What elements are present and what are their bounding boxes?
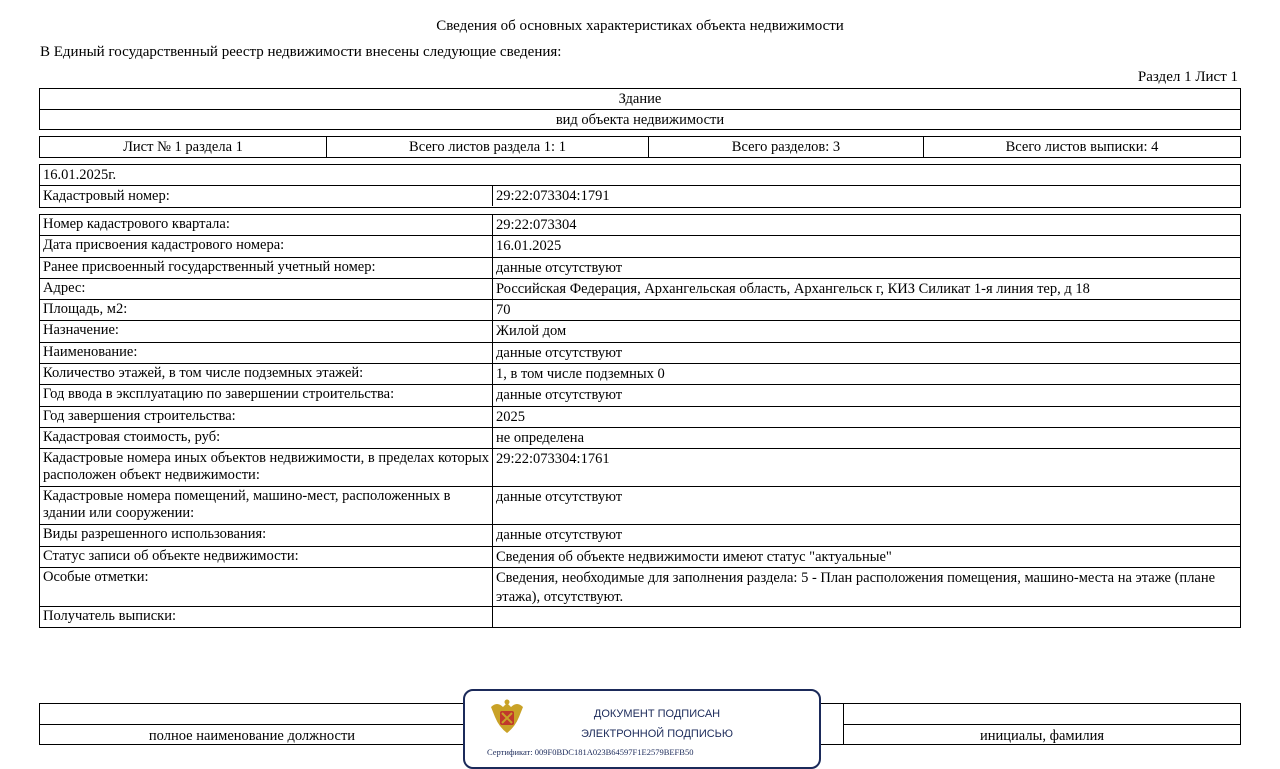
stamp-line-2: ЭЛЕКТРОННОЙ ПОДПИСЬЮ	[580, 728, 734, 740]
table-row	[40, 427, 1240, 448]
electronic-signature-stamp	[463, 689, 821, 769]
position-field	[40, 704, 465, 744]
table-row	[40, 384, 1240, 405]
row-label: Особые отметки:	[40, 568, 493, 606]
row-label: Год завершения строительства:	[40, 407, 493, 427]
total-sections: Всего разделов: 3	[649, 137, 924, 157]
row-label: Ранее присвоенный государственный учетный номер:	[40, 258, 493, 278]
row-label: Получатель выписки:	[40, 607, 493, 627]
row-label: Количество этажей, в том числе подземных этажей:	[40, 364, 493, 384]
table-row	[40, 546, 1240, 567]
table-row	[40, 257, 1240, 278]
row-label: Площадь, м2:	[40, 300, 493, 320]
row-label: Кадастровые номера иных объектов недвижимости, в пределах которых расположен объект недвижимости:	[40, 449, 493, 486]
table-row	[40, 278, 1240, 299]
sheet-number: Лист № 1 раздела 1	[40, 137, 327, 157]
properties-table	[39, 214, 1241, 628]
sheet-info-row	[39, 136, 1241, 158]
table-row	[40, 342, 1240, 363]
object-type-caption: вид объекта недвижимости	[40, 109, 1240, 130]
document-title: Сведения об основных характеристиках объекта недвижимости	[436, 18, 844, 34]
table-row	[40, 299, 1240, 320]
row-value: 1, в том числе подземных 0	[496, 366, 665, 383]
row-label: Наименование:	[40, 343, 493, 363]
table-row	[40, 320, 1240, 341]
table-row	[40, 486, 1240, 524]
table-row	[40, 524, 1240, 545]
stamp-certificate: Сертификат: 009F0BDC181A023B64597F1E2579BEFB50	[487, 747, 694, 757]
table-row	[40, 215, 1240, 235]
object-type-box	[39, 88, 1241, 130]
table-row	[40, 448, 1240, 486]
row-value: данные отсутствуют	[496, 344, 623, 361]
row-label: Адрес:	[40, 279, 493, 299]
name-caption: инициалы, фамилия	[979, 728, 1105, 744]
row-value	[493, 607, 1240, 627]
row-value: данные отсутствуют	[496, 527, 623, 544]
row-label: Год ввода в эксплуатацию по завершении строительства:	[40, 385, 493, 405]
intro-text: В Единый государственный реестр недвижимости внесены следующие сведения:	[40, 44, 562, 60]
cadastral-number-label: Кадастровый номер:	[40, 186, 493, 206]
row-value: Сведения, необходимые для заполнения раздела: 5 - План расположения помещения, машино-места на этаже (плане этажа), отсутствуют.	[496, 569, 1216, 605]
row-label: Статус записи об объекте недвижимости:	[40, 547, 493, 567]
stamp-line-1: ДОКУМЕНТ ПОДПИСАН	[593, 708, 721, 720]
row-value: данные отсутствуют	[496, 387, 623, 404]
table-row	[40, 606, 1240, 627]
row-value: 16.01.2025	[496, 238, 562, 255]
section-reference: Раздел 1 Лист 1	[1137, 69, 1238, 85]
object-type-value: Здание	[618, 91, 662, 107]
row-label: Кадастровая стоимость, руб:	[40, 428, 493, 448]
row-value: данные отсутствуют	[496, 259, 623, 276]
table-row	[40, 235, 1240, 256]
row-value: данные отсутствуют	[496, 489, 623, 506]
total-sheets-extract: Всего листов выписки: 4	[1005, 139, 1159, 155]
row-value: 2025	[496, 408, 525, 425]
row-value: 29:22:073304	[496, 217, 577, 233]
row-value: 70	[496, 302, 511, 319]
row-label: Номер кадастрового квартала:	[40, 215, 493, 235]
row-value: 29:22:073304:1761	[496, 451, 610, 468]
row-value: Сведения об объекте недвижимости имеют статус "актуальные"	[496, 548, 892, 565]
row-value: не определена	[496, 429, 585, 446]
cadastral-number-value: 29:22:073304:1791	[496, 188, 610, 204]
table-row	[40, 363, 1240, 384]
position-caption: полное наименование должности	[148, 728, 356, 744]
row-label: Дата присвоения кадастрового номера:	[40, 236, 493, 256]
row-value: Жилой дом	[496, 323, 567, 340]
row-label: Назначение:	[40, 321, 493, 341]
cadastral-number-row	[40, 185, 1240, 206]
table-row	[40, 567, 1240, 606]
row-value: Российская Федерация, Архангельская область, Архангельск г, КИЗ Силикат 1-я линия тер, д 18	[496, 280, 1090, 297]
row-label: Виды разрешенного использования:	[40, 525, 493, 545]
row-label: Кадастровые номера помещений, машино-мест, расположенных в здании или сооружении:	[40, 487, 493, 524]
name-field	[843, 704, 1240, 744]
date-cadastral-box	[39, 164, 1241, 208]
extract-date: 16.01.2025г.	[43, 167, 117, 183]
total-sheets-section: Всего листов раздела 1: 1	[327, 137, 649, 157]
table-row	[40, 406, 1240, 427]
